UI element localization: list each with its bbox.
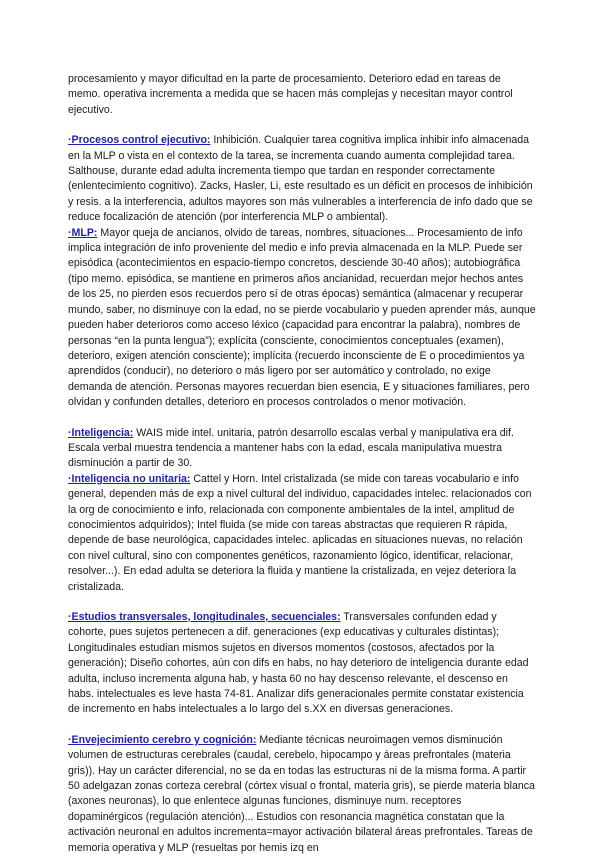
section-mlp	[68, 226, 536, 411]
section-procesos-control-ejecutivo	[68, 133, 536, 225]
paragraph-spacer	[68, 595, 536, 610]
section-body: Inhibición. Cualquier tarea cognitiva implica inhibir info almacenada en la MLP o vista en el contexto de la tarea, se incrementa cuando aumenta complejidad tarea. Salthouse, durante edad adulta incrementa tiempo que tardan en responder correctamente (enlentecimiento cognitivo). Zacks, Hasler, Li, este resultado es un déficit en procesos de inhibición y resis. a la interferencia, adultos mayores son más vulnerables a interferencia de info dado que se reduce focalización de atención (por interferencia MLP o ambiental).	[68, 134, 533, 224]
section-heading: ·Inteligencia no unitaria:	[68, 472, 191, 485]
section-envejecimiento-cerebro	[68, 733, 536, 856]
section-heading: ·Envejecimiento cerebro y cognición:	[68, 733, 257, 746]
section-body: Transversales confunden edad y cohorte, pues sujetos pertenecen a dif. generaciones (exp educativas y culturales distintas); Longitudinales estudian mismos sujetos en diversos momentos (costosos, afectados por la generación); Diseño cohortes, aún con difs en habs, no hay deterioro de inteligencia durante edad adulta, incluso incrementa alguna hab, y hasta 60 no hay descenso relevante, el descenso en habs. intelectuales es leve hasta 74-81. Analizar difs generacionales permite constatar existencia de incremento en habs intelectuales a lo largo del s.XX en diversas generaciones.	[68, 611, 529, 716]
document-page	[68, 72, 536, 856]
section-heading: ·Procesos control ejecutivo:	[68, 134, 211, 147]
section-body: Mayor queja de ancianos, olvido de tareas, nombres, situaciones... Procesamiento de info implica integración de info proveniente del medio e info previa almacenada en la MLP. Puede ser episódica (acontecimientos en espacio-tiempo concretos, desciende 30-40 años); autobiográfica (tipo memo. episódica, se mantiene en primeros años ancianidad, recuerdan mejor hechos antes de los 25, no pierden esos recuerdos pero sí de otras épocas) semántica (almacenar y recuperar mundo, saber, no disminuye con la edad, no se pierde vocabulario y pueden aprender más, aunque pueden haber deterioros como acceso léxico (capacidad para encontrar la palabra), nombres de personas “en la punta lengua”); explícita (consciente, conocimientos conceptuales (examen), deterioro, exigen atención consciente); implícita (recuerdo inconsciente de E o procedimientos ya aprendidos (conducir), no deterioro o más ligero por ser automático y controlado, no exige demanda de atención. Personas mayores recuerdan bien esencia, E y situaciones familiares, pero olvidan y confunden detalles, deterioro en procesos controlados o menor motivación.	[68, 226, 536, 409]
section-inteligencia	[68, 426, 536, 472]
paragraph-spacer	[68, 411, 536, 426]
section-estudios	[68, 610, 536, 718]
section-heading: ·MLP:	[68, 226, 98, 239]
section-heading: ·Estudios transversales, longitudinales, secuenciales:	[68, 611, 341, 623]
paragraph-spacer	[68, 718, 536, 733]
intro-paragraph: procesamiento y mayor dificultad en la parte de procesamiento. Deterioro edad en tareas de memo. operativa incrementa a medida que se hacen más complejas y necesitan mayor control ejecutivo.	[68, 73, 513, 116]
section-body: Mediante técnicas neuroimagen vemos disminución volumen de estructuras cerebrales (caudal, cerebelo, hipocampo y áreas prefrontales (materia gris)). Hay un carácter diferencial, no se da en todas las estructuras ni de la misma forma. A partir 50 adelgazan zonas corteza cerebral (córtex visual o frontal, materia gris), se pierde materia blanca (axones neuronas), lo que enlentece algunas funciones, disminuye num. receptores dopaminérgicos (regulación atención)... Estudios con resonancia magnética constatan que la activación neuronal en adultos incrementa=mayor activación bilateral áreas prefrontales. Tareas de memoria operativa y MLP (resueltas por hemis izq en	[68, 733, 535, 854]
paragraph-spacer	[68, 118, 536, 133]
section-body: Cattel y Horn. Intel cristalizada (se mide con tareas vocabulario e info general, dependen más de exp a nivel cultural del individuo, capacidades intelec. relacionados con la org de conocimiento e info, relacionada con componente ambientales de la intel, amplitud de conocimientos adquiridos); Intel fluida (se mide con tareas abstractas que requieren R rápida, depende de base neurológica, capacidades intelec. aplicadas en situaciones nuevas, no relación con nivel cultural, sino con componentes genéticos, razonamiento lógico, identificar, relacionar, resolver...). En edad adulta se deteriora la fluida y mantiene la cristalizada, en vejez deteriora la cristalizada.	[68, 472, 532, 593]
section-inteligencia-no-unitaria	[68, 472, 536, 595]
section-body: WAIS mide intel. unitaria, patrón desarrollo escalas verbal y manipulativa era dif. Escala verbal muestra tendencia a mantener habs con la edad, escala manipulativa muestra disminución a partir de 30.	[68, 426, 514, 470]
section-heading: ·Inteligencia:	[68, 426, 134, 439]
